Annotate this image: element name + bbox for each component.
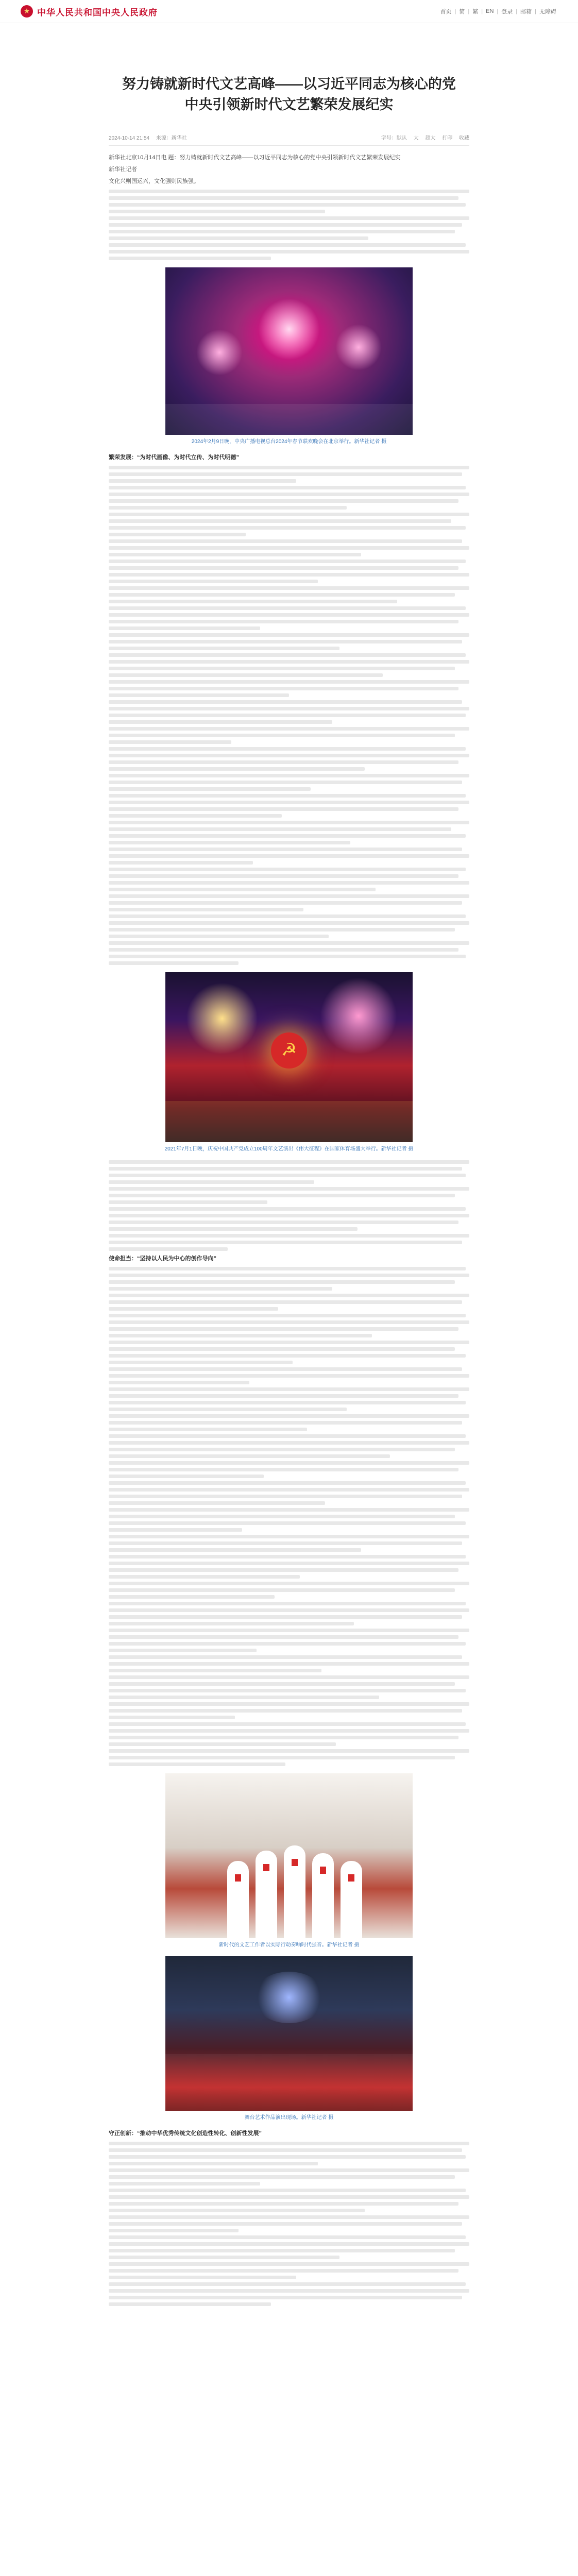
opening-sentence: 文化兴则国运兴，文化强则民族强。 — [109, 178, 199, 184]
article-body — [109, 146, 469, 2306]
section-heading-2: 使命担当：“坚持以人民为中心的创作导向” — [109, 1256, 216, 1262]
font-size-xlarge[interactable]: 超大 — [425, 135, 436, 141]
article-title: 努力铸就新时代文艺高峰——以习近平同志为核心的党 中央引领新时代文艺繁荣发展纪实 — [122, 76, 456, 112]
national-emblem-icon — [21, 5, 33, 18]
site-header — [0, 0, 578, 23]
font-size-label[interactable]: 字号：默认 — [381, 135, 407, 141]
photo-caption-3: 新时代的文艺工作者以实际行动奏响时代强音。新华社记者 摄 — [218, 1942, 360, 1948]
article-source: 来源：新华社 — [156, 135, 187, 141]
paragraph-block — [109, 190, 469, 260]
top-nav: 首页 | 简 | 繁 | EN | 登录 | 邮箱 | 无障碍 — [440, 8, 556, 15]
paragraph-block — [109, 1267, 469, 1766]
photo-caption-1: 2024年2月9日晚，中央广播电视总台2024年春节联欢晚会在北京举行。新华社记者 摄 — [191, 439, 387, 445]
photo-spring-festival-gala — [165, 267, 413, 435]
site-name: 中华人民共和国中央人民政府 — [37, 7, 158, 18]
nav-english[interactable]: EN — [486, 8, 494, 14]
nav-home[interactable]: 首页 — [440, 9, 452, 15]
nav-traditional[interactable]: 繁 — [472, 9, 479, 15]
article-meta — [109, 126, 469, 146]
print-button[interactable]: 打印 — [442, 135, 453, 141]
section-heading-1: 繁荣发展：“为时代画像、为时代立传、为时代明德” — [109, 454, 239, 461]
nav-login[interactable]: 登录 — [501, 9, 513, 15]
publish-time: 2024-10-14 21:54 — [109, 135, 149, 141]
paragraph-block — [109, 2142, 469, 2306]
photo-centenary-performance — [165, 972, 413, 1142]
article-container — [109, 23, 469, 2306]
lead-paragraph: 新华社北京10月14日电 题：努力铸就新时代文艺高峰——以习近平同志为核心的党中央引领新时代文艺繁荣发展纪实 — [109, 155, 401, 161]
party-emblem-icon — [271, 1032, 307, 1069]
font-size-large[interactable]: 大 — [413, 135, 419, 141]
favorite-button[interactable]: 收藏 — [459, 135, 469, 141]
nav-mail[interactable]: 邮箱 — [520, 9, 532, 15]
nav-simplified[interactable]: 简 — [459, 9, 465, 15]
nav-accessibility[interactable]: 无障碍 — [539, 9, 556, 15]
paragraph-block — [109, 466, 469, 965]
paragraph-block — [109, 1160, 469, 1251]
photo-caption-2: 2021年7月1日晚，庆祝中国共产党成立100周年文艺演出《伟大征程》在国家体育场盛大举行。新华社记者 摄 — [164, 1146, 414, 1152]
site-logo[interactable] — [21, 5, 158, 18]
byline: 新华社记者 — [109, 166, 137, 173]
photo-caption-4: 舞台艺术作品演出现场。新华社记者 摄 — [244, 2115, 334, 2121]
photo-young-performers — [165, 1773, 413, 1938]
photo-stage-performance — [165, 1956, 413, 2111]
section-heading-3: 守正创新：“推动中华优秀传统文化创造性转化、创新性发展” — [109, 2130, 262, 2137]
